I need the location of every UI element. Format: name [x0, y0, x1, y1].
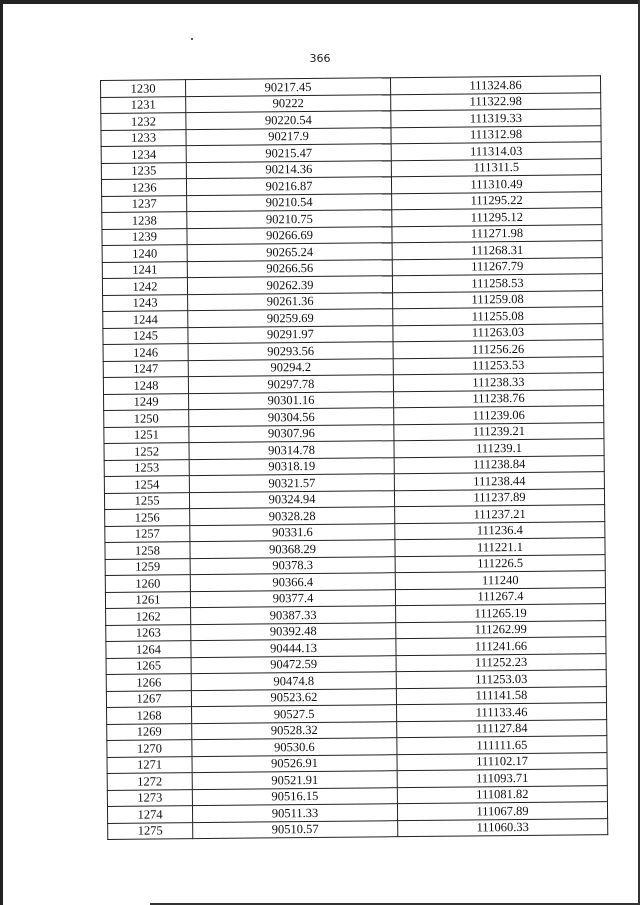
point-number-cell: 1251: [104, 426, 189, 443]
x-coordinate-cell: 90527.5: [192, 705, 397, 723]
point-number-cell: 1254: [104, 476, 189, 493]
x-coordinate-cell: 90304.56: [189, 408, 394, 426]
x-coordinate-cell: 90214.36: [186, 160, 391, 178]
y-coordinate-cell: 111295.12: [392, 208, 602, 227]
coordinates-table-container: [100, 75, 607, 840]
point-number-cell: 1265: [106, 657, 191, 674]
x-coordinate-cell: 90266.69: [187, 226, 392, 244]
point-number-cell: 1260: [105, 575, 190, 592]
y-coordinate-cell: 111259.08: [393, 290, 603, 309]
y-coordinate-cell: 111322.98: [391, 92, 601, 111]
point-number-cell: 1269: [107, 723, 192, 740]
x-coordinate-cell: 90526.91: [192, 754, 397, 772]
y-coordinate-cell: 111133.46: [397, 703, 607, 722]
y-coordinate-cell: 111239.21: [394, 422, 604, 441]
table-row: [108, 818, 608, 839]
y-coordinate-cell: 111238.44: [394, 472, 604, 491]
coordinates-table: [100, 75, 608, 840]
point-number-cell: 1259: [105, 558, 190, 575]
scan-edge-top: [0, 0, 640, 4]
point-number-cell: 1266: [106, 674, 191, 691]
point-number-cell: 1249: [104, 393, 189, 410]
point-number-cell: 1247: [103, 360, 188, 377]
x-coordinate-cell: 90523.62: [191, 688, 396, 706]
x-coordinate-cell: 90528.32: [192, 721, 397, 739]
x-coordinate-cell: 90444.13: [191, 639, 396, 657]
point-number-cell: 1257: [105, 525, 190, 542]
point-number-cell: 1252: [104, 443, 189, 460]
y-coordinate-cell: 111312.98: [391, 125, 601, 144]
page-number: 366: [309, 52, 331, 65]
point-number-cell: 1275: [108, 822, 193, 839]
y-coordinate-cell: 111311.5: [391, 158, 601, 177]
y-coordinate-cell: 111237.21: [395, 505, 605, 524]
y-coordinate-cell: 111238.33: [393, 373, 603, 392]
point-number-cell: 1238: [102, 212, 187, 229]
y-coordinate-cell: 111268.31: [392, 241, 602, 260]
y-coordinate-cell: 111258.53: [392, 274, 602, 293]
y-coordinate-cell: 111239.1: [394, 439, 604, 458]
point-number-cell: 1240: [102, 245, 187, 262]
point-number-cell: 1235: [101, 162, 186, 179]
y-coordinate-cell: 111236.4: [395, 521, 605, 540]
point-number-cell: 1245: [103, 327, 188, 344]
x-coordinate-cell: 90521.91: [192, 771, 397, 789]
x-coordinate-cell: 90387.33: [191, 606, 396, 624]
x-coordinate-cell: 90294.2: [188, 358, 393, 376]
y-coordinate-cell: 111310.49: [391, 175, 601, 194]
point-number-cell: 1231: [101, 96, 186, 113]
point-number-cell: 1262: [106, 608, 191, 625]
x-coordinate-cell: 90511.33: [192, 804, 397, 822]
x-coordinate-cell: 90474.8: [191, 672, 396, 690]
y-coordinate-cell: 111240: [395, 571, 605, 590]
scan-speck: [191, 38, 193, 40]
point-number-cell: 1253: [104, 459, 189, 476]
x-coordinate-cell: 90472.59: [191, 655, 396, 673]
x-coordinate-cell: 90291.97: [188, 325, 393, 343]
x-coordinate-cell: 90262.39: [187, 276, 392, 294]
x-coordinate-cell: 90215.47: [186, 144, 391, 162]
point-number-cell: 1270: [107, 740, 192, 757]
x-coordinate-cell: 90217.45: [186, 78, 391, 96]
x-coordinate-cell: 90314.78: [189, 441, 394, 459]
y-coordinate-cell: 111265.19: [396, 604, 606, 623]
point-number-cell: 1241: [102, 261, 187, 278]
x-coordinate-cell: 90324.94: [189, 490, 394, 508]
point-number-cell: 1261: [105, 591, 190, 608]
scan-edge-left: [0, 0, 3, 905]
y-coordinate-cell: 111253.53: [393, 356, 603, 375]
y-coordinate-cell: 111081.82: [397, 785, 607, 804]
y-coordinate-cell: 111271.98: [392, 224, 602, 243]
x-coordinate-cell: 90392.48: [191, 622, 396, 640]
x-coordinate-cell: 90297.78: [188, 375, 393, 393]
y-coordinate-cell: 111060.33: [398, 818, 608, 837]
point-number-cell: 1244: [103, 311, 188, 328]
y-coordinate-cell: 111255.08: [393, 307, 603, 326]
x-coordinate-cell: 90216.87: [186, 177, 391, 195]
y-coordinate-cell: 111067.89: [397, 802, 607, 821]
point-number-cell: 1273: [107, 789, 192, 806]
point-number-cell: 1246: [103, 344, 188, 361]
y-coordinate-cell: 111324.86: [390, 76, 600, 95]
point-number-cell: 1237: [102, 195, 187, 212]
x-coordinate-cell: 90321.57: [189, 474, 394, 492]
point-number-cell: 1230: [101, 80, 186, 97]
y-coordinate-cell: 111141.58: [396, 686, 606, 705]
point-number-cell: 1236: [101, 179, 186, 196]
x-coordinate-cell: 90210.54: [187, 193, 392, 211]
y-coordinate-cell: 111263.03: [393, 323, 603, 342]
point-number-cell: 1258: [105, 542, 190, 559]
x-coordinate-cell: 90366.4: [190, 573, 395, 591]
point-number-cell: 1248: [103, 377, 188, 394]
y-coordinate-cell: 111102.17: [397, 752, 607, 771]
x-coordinate-cell: 90378.3: [190, 556, 395, 574]
point-number-cell: 1268: [107, 707, 192, 724]
x-coordinate-cell: 90530.6: [192, 738, 397, 756]
y-coordinate-cell: 111267.4: [395, 587, 605, 606]
point-number-cell: 1242: [102, 278, 187, 295]
point-number-cell: 1234: [101, 146, 186, 163]
point-number-cell: 1233: [101, 129, 186, 146]
point-number-cell: 1274: [107, 806, 192, 823]
x-coordinate-cell: 90220.54: [186, 111, 391, 129]
point-number-cell: 1250: [104, 410, 189, 427]
y-coordinate-cell: 111238.76: [394, 389, 604, 408]
table-body: [101, 76, 608, 840]
y-coordinate-cell: 111267.79: [392, 257, 602, 276]
y-coordinate-cell: 111111.65: [397, 736, 607, 755]
point-number-cell: 1243: [103, 294, 188, 311]
y-coordinate-cell: 111239.06: [394, 406, 604, 425]
y-coordinate-cell: 111221.1: [395, 538, 605, 557]
x-coordinate-cell: 90293.56: [188, 342, 393, 360]
y-coordinate-cell: 111319.33: [391, 109, 601, 128]
x-coordinate-cell: 90210.75: [187, 210, 392, 228]
y-coordinate-cell: 111241.66: [396, 637, 606, 656]
y-coordinate-cell: 111295.22: [392, 191, 602, 210]
x-coordinate-cell: 90265.24: [187, 243, 392, 261]
x-coordinate-cell: 90217.9: [186, 127, 391, 145]
point-number-cell: 1267: [106, 690, 191, 707]
y-coordinate-cell: 111256.26: [393, 340, 603, 359]
x-coordinate-cell: 90318.19: [189, 457, 394, 475]
y-coordinate-cell: 111226.5: [395, 554, 605, 573]
y-coordinate-cell: 111314.03: [391, 142, 601, 161]
x-coordinate-cell: 90377.4: [190, 589, 395, 607]
x-coordinate-cell: 90301.16: [189, 391, 394, 409]
x-coordinate-cell: 90368.29: [190, 540, 395, 558]
x-coordinate-cell: 90266.56: [187, 259, 392, 277]
x-coordinate-cell: 90307.96: [189, 424, 394, 442]
y-coordinate-cell: 111238.84: [394, 455, 604, 474]
x-coordinate-cell: 90328.28: [190, 507, 395, 525]
y-coordinate-cell: 111262.99: [396, 620, 606, 639]
x-coordinate-cell: 90259.69: [188, 309, 393, 327]
y-coordinate-cell: 111252.23: [396, 653, 606, 672]
point-number-cell: 1255: [104, 492, 189, 509]
point-number-cell: 1271: [107, 756, 192, 773]
point-number-cell: 1263: [106, 624, 191, 641]
point-number-cell: 1264: [106, 641, 191, 658]
point-number-cell: 1272: [107, 773, 192, 790]
x-coordinate-cell: 90222: [186, 94, 391, 112]
y-coordinate-cell: 111237.89: [394, 488, 604, 507]
x-coordinate-cell: 90331.6: [190, 523, 395, 541]
x-coordinate-cell: 90516.15: [192, 787, 397, 805]
y-coordinate-cell: 111093.71: [397, 769, 607, 788]
point-number-cell: 1256: [105, 509, 190, 526]
point-number-cell: 1239: [102, 228, 187, 245]
point-number-cell: 1232: [101, 113, 186, 130]
x-coordinate-cell: 90261.36: [188, 292, 393, 310]
y-coordinate-cell: 111127.84: [397, 719, 607, 738]
x-coordinate-cell: 90510.57: [193, 820, 398, 838]
y-coordinate-cell: 111253.03: [396, 670, 606, 689]
